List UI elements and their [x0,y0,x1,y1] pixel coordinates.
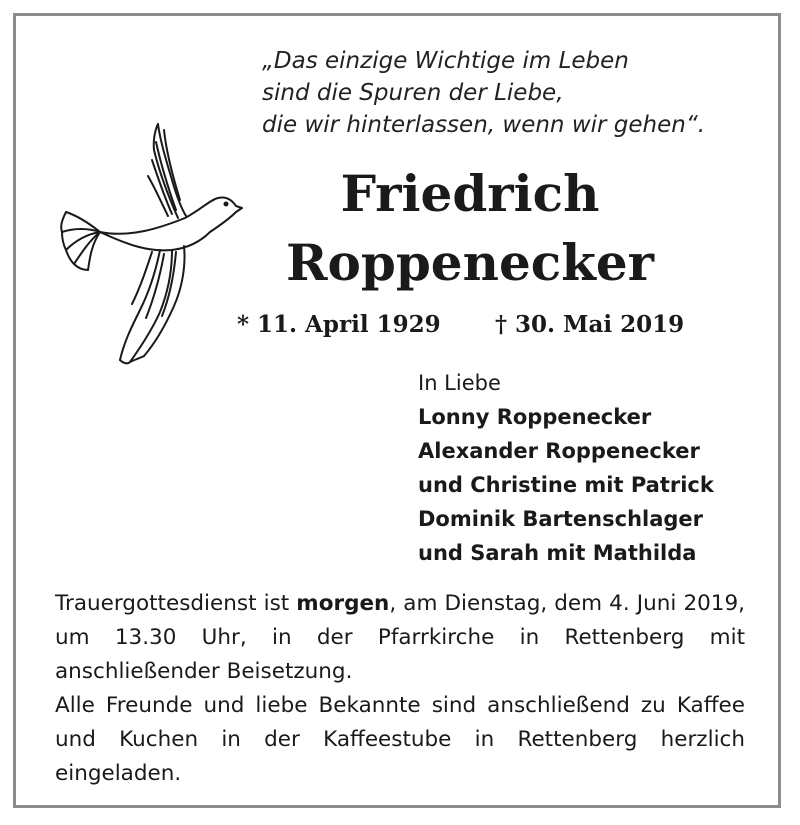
quote-line: sind die Spuren der Liebe, [262,80,564,106]
mourners-list [418,366,714,570]
service-text-pre: Trauergottesdienst ist [55,591,297,616]
memorial-quote [262,45,782,141]
service-text-post: , am Dienstag, dem 4. Juni 2019, um 13.30 Uhr, in der Pfarrkirche in Rettenberg mit anschließender Beisetzung. [55,591,745,684]
mourner-name: Lonny Roppenecker [418,405,652,429]
mourner-name: Alexander Roppenecker [418,439,700,463]
funeral-notice [55,587,745,791]
dove-icon [60,120,245,370]
service-day-emphasis: morgen [296,591,390,616]
mourner-name: und Christine mit Patrick [418,473,714,497]
mourner-name: und Sarah mit Mathilda [418,541,697,565]
birth-date: * 11. April 1929 [237,311,441,338]
invitation-paragraph: Alle Freunde und liebe Bekannte sind anschließend zu Kaffee und Kuchen in der Kaffeestube in Rettenberg herzlich eingeladen. [55,693,745,786]
quote-line: die wir hinterlassen, wenn wir gehen“. [262,112,706,138]
service-paragraph [55,587,745,689]
quote-line: „Das einzige Wichtige im Leben [262,48,629,74]
mourner-name: Dominik Bartenschlager [418,507,704,531]
mourners-intro: In Liebe [418,371,501,395]
deceased-first-name: Friedrich [340,164,600,223]
deceased-last-name: Roppenecker [285,233,655,292]
death-date: † 30. Mai 2019 [495,311,685,338]
